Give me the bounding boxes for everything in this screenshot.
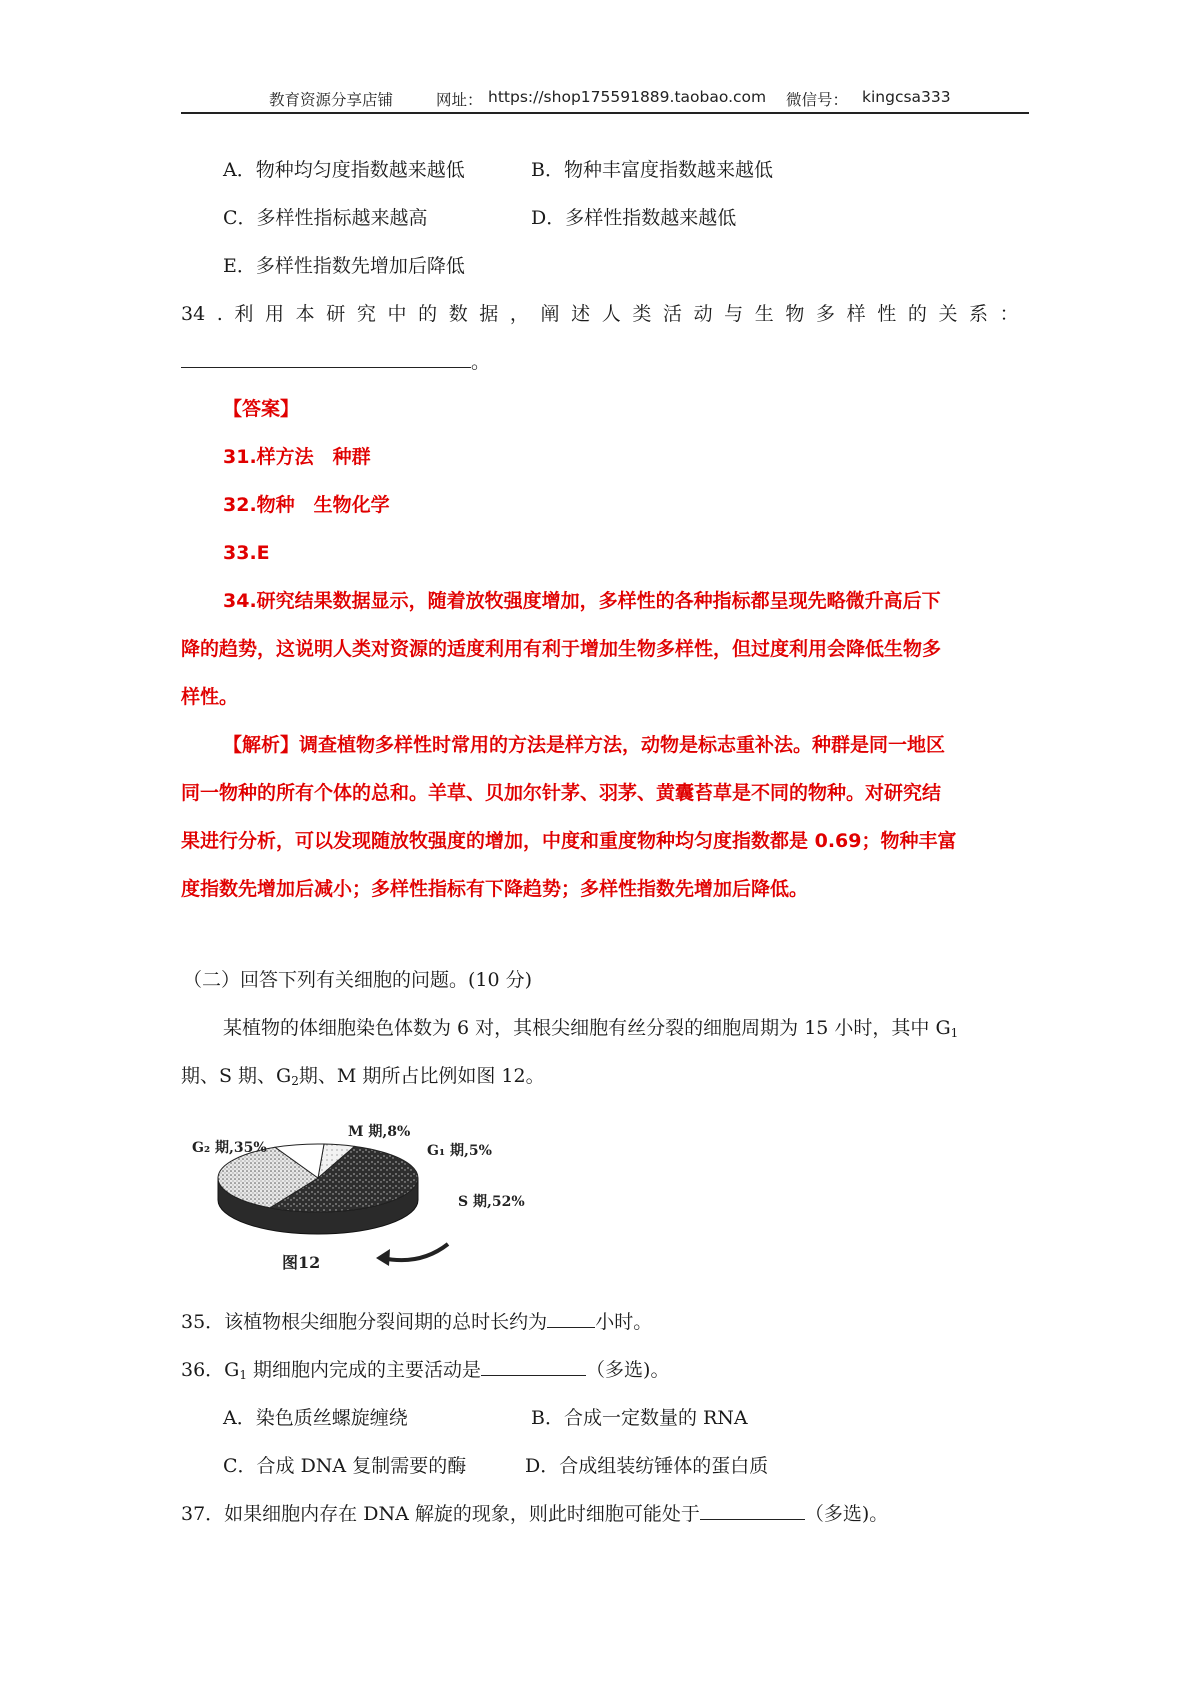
q36-option-c: C．合成 DNA 复制需要的酶 [223, 1455, 467, 1477]
header-url-label: 网址： [436, 91, 483, 109]
q34-tail: 。 [471, 351, 491, 373]
q33-option-d: D．多样性指数越来越低 [531, 207, 737, 229]
q34-char: 述 [571, 303, 591, 325]
q34-char: 人 [601, 303, 621, 325]
answer-34-line3: 样性。 [181, 686, 239, 708]
q35: 35．该植物根尖细胞分裂间期的总时长约为 小时。 [181, 1311, 653, 1333]
q34-char: 关 [938, 303, 958, 325]
q34-char: 阐 [540, 303, 560, 325]
q33-option-b: B．物种丰富度指数越来越低 [531, 159, 773, 181]
rotation-arrow [382, 1244, 448, 1260]
page-header [181, 86, 1029, 114]
q34-char: 的 [907, 303, 927, 325]
analysis-line2: 同一物种的所有个体的总和。羊草、贝加尔针茅、羽茅、黄囊苔草是不同的物种。对研究结 [181, 782, 942, 804]
q36-option-a: A．染色质丝螺旋缠绕 [223, 1407, 408, 1429]
analysis-line3: 果进行分析，可以发现随放牧强度的增加，中度和重度物种均匀度指数都是 0.69；物种丰富 [181, 830, 957, 852]
q34-char: 动 [693, 303, 713, 325]
figure-caption: 图12 [282, 1253, 321, 1272]
answer-34-line2: 降的趋势，这说明人类对资源的适度利用有利于增加生物多样性，但过度利用会降低生物多 [181, 638, 942, 660]
q33-option-a: A．物种均匀度指数越来越低 [223, 159, 465, 181]
q34-char: 系 [969, 303, 989, 325]
q34-question [181, 301, 1019, 327]
analysis-line1: 【解析】调查植物多样性时常用的方法是样方法，动物是标志重补法。种群是同一地区 [223, 734, 946, 756]
q34-char: 数 [448, 303, 468, 325]
answer-31: 31.样方法 种群 [223, 446, 371, 468]
q34-char: . [216, 303, 223, 325]
q34-char: 物 [785, 303, 805, 325]
q34-char: 生 [754, 303, 774, 325]
answer-32: 32.物种 生物化学 [223, 494, 390, 516]
q34-char: 中 [387, 303, 407, 325]
answer-33: 33.E [223, 542, 270, 564]
q34-char: 用 [265, 303, 285, 325]
header-wechat-label: 微信号： [786, 91, 849, 109]
section2-intro-line1: 某植物的体细胞染色体数为 6 对，其根尖细胞有丝分裂的细胞周期为 15 小时，其中 $G_1$ [223, 1017, 959, 1040]
q34-char: 利 [234, 303, 254, 325]
header-shop-name: 教育资源分享店铺 [269, 91, 394, 109]
header-url[interactable]: https://shop175591889.taobao.com [488, 88, 767, 106]
label-g1: G₁ 期,5% [427, 1143, 492, 1159]
answer-34-line1: 34.研究结果数据显示，随着放牧强度增加，多样性的各种指标都呈现先略微升高后下 [223, 590, 941, 612]
answer-heading: 【答案】 [223, 398, 300, 420]
q36: 36．$G_1$ 期细胞内完成的主要活动是 （多选)。 [181, 1359, 670, 1382]
q34-char: ， [509, 303, 529, 325]
q34-char: 34 [181, 303, 206, 325]
q34-char: 研 [326, 303, 346, 325]
analysis-line4: 度指数先增加后减小；多样性指标有下降趋势；多样性指数先增加后降低。 [181, 878, 809, 900]
section2-title: （二）回答下列有关细胞的问题。(10 分) [183, 969, 533, 991]
q34-answer-line [181, 349, 490, 375]
q35-blank[interactable] [547, 1309, 595, 1328]
q34-char: 的 [418, 303, 438, 325]
q37: 37．如果细胞内存在 DNA 解旋的现象，则此时细胞可能处于 （多选)。 [181, 1503, 889, 1525]
q34-char: 究 [356, 303, 376, 325]
header-wechat: kingcsa333 [862, 88, 951, 106]
section2-intro-line2: 期、S 期、$G_2$期、M 期所占比例如图 12。 [181, 1065, 545, 1088]
q34-char: 性 [877, 303, 897, 325]
q37-blank[interactable] [700, 1501, 805, 1520]
q34-blank[interactable] [181, 349, 471, 368]
q36-option-d: D．合成组装纺锤体的蛋白质 [525, 1455, 769, 1477]
q36-option-b: B．合成一定数量的 RNA [531, 1407, 748, 1429]
q36-blank[interactable] [481, 1357, 586, 1376]
q34-char: 样 [846, 303, 866, 325]
label-g2: G₂ 期,35% [192, 1140, 267, 1156]
q34-char: 本 [295, 303, 315, 325]
q34-char: 据 [479, 303, 499, 325]
q34-char: 活 [662, 303, 682, 325]
label-m: M 期,8% [348, 1124, 411, 1140]
q34-char: 多 [816, 303, 836, 325]
q33-option-e: E．多样性指数先增加后降低 [223, 255, 465, 277]
q34-char: 类 [632, 303, 652, 325]
q34-char: 与 [724, 303, 744, 325]
label-s: S 期,52% [458, 1194, 525, 1210]
q34-char: ： [999, 303, 1019, 325]
q33-option-c: C．多样性指标越来越高 [223, 207, 428, 229]
rotation-arrow-head [376, 1249, 390, 1266]
cell-cycle-pie-chart [190, 1118, 550, 1278]
